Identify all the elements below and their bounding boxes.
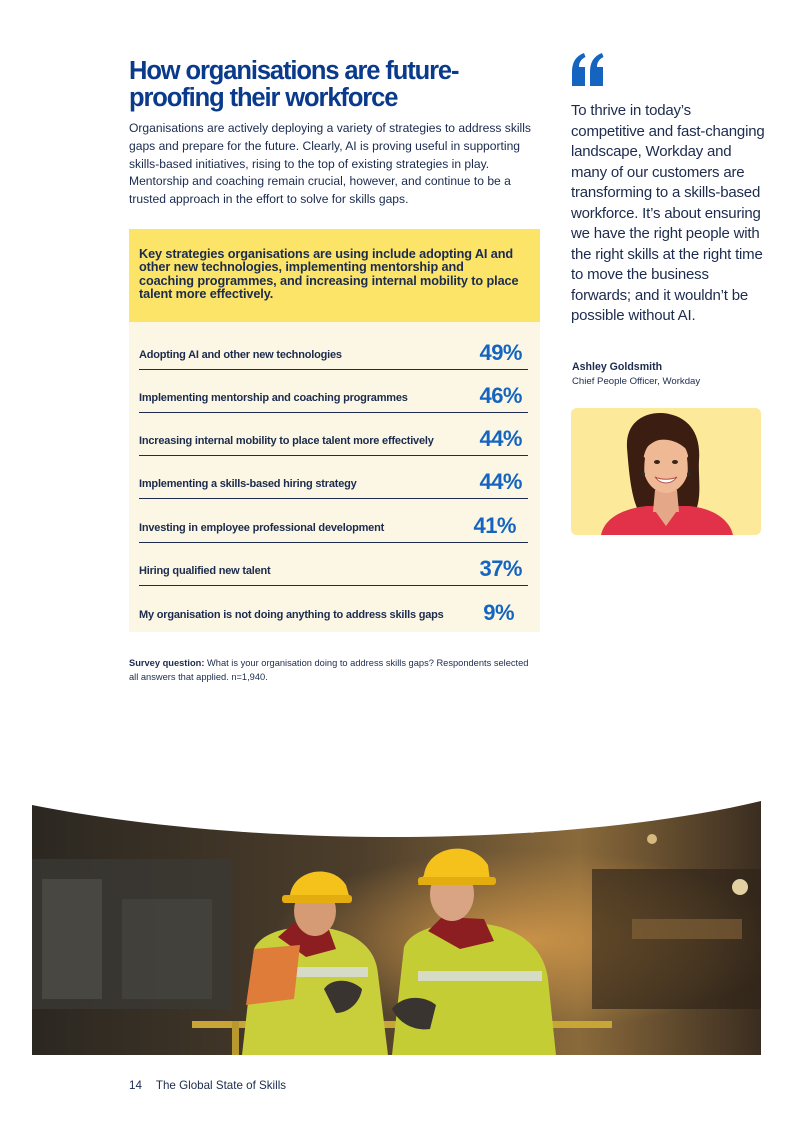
author-portrait	[571, 408, 761, 535]
key-strategies-box	[129, 229, 540, 322]
key-strategies-text: Key strategies organisations are using include adopting AI and other new technologies, implementing mentorship and coaching programmes, and increasing internal mobility to place talent more effectively.	[139, 247, 519, 302]
quote-mark-icon	[570, 50, 606, 90]
stat-row	[139, 327, 528, 370]
page-footer	[129, 1079, 286, 1092]
stat-row	[139, 586, 528, 629]
stat-value: 44%	[479, 469, 522, 494]
stat-label: Implementing a skills-based hiring strategy	[139, 478, 357, 490]
stat-value: 37%	[479, 556, 522, 581]
portrait-illustration	[571, 408, 761, 535]
stat-row	[139, 413, 528, 456]
stat-label: Increasing internal mobility to place talent more effectively	[139, 435, 434, 447]
pull-quote: To thrive in today’s competitive and fast-changing landscape, Workday and many of our customers are transforming to a skills-based workforce. It’s about ensuring we have the right people with the right skills at the right time to move the business forwards; and it wouldn’t be possible without AI.	[571, 102, 765, 324]
stats-panel	[129, 322, 540, 632]
stat-value: 49%	[479, 340, 522, 365]
footer-title: The Global State of Skills	[155, 1079, 287, 1092]
stat-label: Hiring qualified new talent	[139, 565, 271, 577]
stat-row	[139, 456, 528, 499]
stat-value: 44%	[479, 426, 522, 451]
intro-paragraph: Organisations are actively deploying a variety of strategies to address skills gaps and prepare for the future. Clearly, AI is proving useful in supporting skills-based initiatives, rising to the top of existing strategies in play. Mentorship and coaching remain crucial, however, and continue to be a trusted approach in the effort to solve for skills gaps.	[129, 121, 531, 207]
stat-row	[139, 500, 528, 543]
stat-label: Investing in employee professional development	[139, 522, 385, 534]
quote-author-name: Ashley Goldsmith	[572, 361, 663, 373]
industrial-workers-photo	[32, 799, 761, 1055]
page-title: How organisations are future-proofing their workforce	[129, 57, 459, 112]
survey-text: What is your organisation doing to address skills gaps? Respondents selected all answers that applied. n=1,940.	[129, 658, 529, 682]
stat-value: 9%	[483, 600, 514, 625]
stat-value: 46%	[479, 383, 522, 408]
photo-illustration	[32, 799, 761, 1055]
stat-value: 41%	[473, 513, 516, 538]
page-number: 14	[129, 1079, 142, 1092]
stat-row	[139, 543, 528, 586]
stat-row	[139, 370, 528, 413]
quote-author-role: Chief People Officer, Workday	[572, 376, 701, 387]
stat-label: Adopting AI and other new technologies	[139, 349, 342, 361]
stat-label: My organisation is not doing anything to address skills gaps	[139, 609, 444, 621]
survey-label: Survey question:	[129, 658, 205, 668]
stat-label: Implementing mentorship and coaching programmes	[139, 392, 408, 404]
survey-note	[129, 656, 529, 684]
